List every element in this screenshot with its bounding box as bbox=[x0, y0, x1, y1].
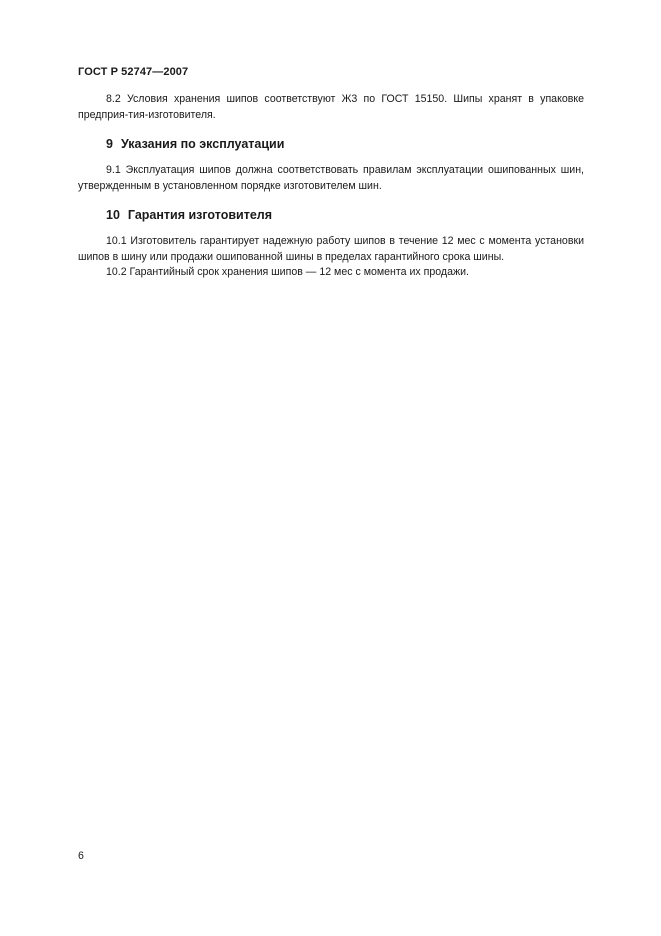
section-10-title: Гарантия изготовителя bbox=[127, 208, 273, 222]
section-9-title: Указания по эксплуатации bbox=[120, 137, 285, 151]
paragraph-8-2: 8.2 Условия хранения шипов соответствуют Ж3 по ГОСТ 15150. Шипы хранят в упаковке предприя-тия-изготовителя. bbox=[78, 93, 584, 121]
paragraph-10-1: 10.1 Изготовитель гарантирует надежную работу шипов в течение 12 мес с момента установки шипов в шину или продажи ошипованной шины в пределах гарантийного срока шины. bbox=[78, 235, 584, 263]
paragraph-10-2: 10.2 Гарантийный срок хранения шипов — 12 мес с момента их продажи. bbox=[106, 266, 469, 278]
section-10-heading bbox=[78, 207, 584, 223]
section-9-number: 9 bbox=[106, 137, 113, 151]
paragraph-9-1: 9.1 Эксплуатация шипов должна соответствовать правилам эксплуатации ошипованных шин, утвержденным в установленном порядке изготовителем шин. bbox=[78, 164, 584, 192]
document-body bbox=[78, 92, 584, 281]
page-number: 6 bbox=[78, 850, 84, 862]
document-code-header: ГОСТ Р 52747—2007 bbox=[78, 66, 189, 78]
section-10-number: 10 bbox=[106, 208, 120, 222]
section-9-heading bbox=[78, 136, 584, 152]
